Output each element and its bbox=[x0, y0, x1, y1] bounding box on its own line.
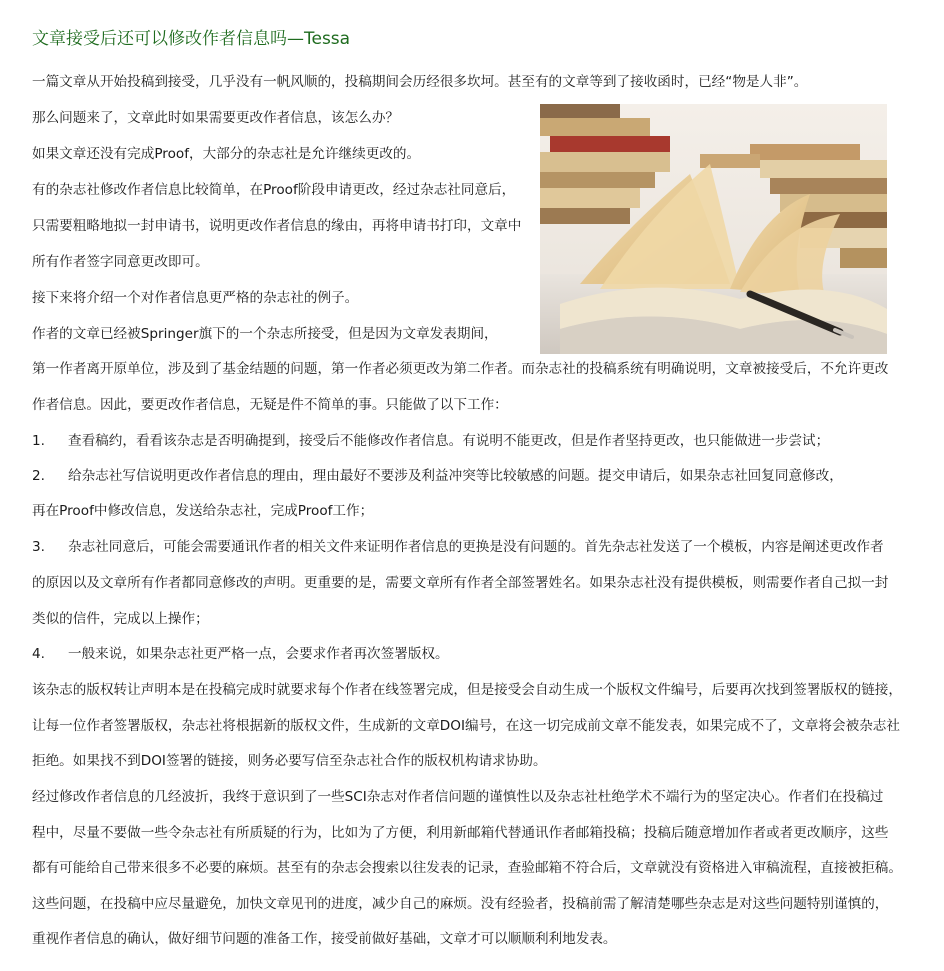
paragraph-line: 这些问题，在投稿中应尽量避免，加快文章见刊的进度，减少自己的麻烦。没有经验者，投稿前需了解清楚哪些杂志是对这些问题特别谨慎的， bbox=[32, 896, 889, 912]
list-item bbox=[32, 431, 829, 451]
list-item bbox=[32, 644, 449, 664]
list-item-continuation: 类似的信件，完成以上操作； bbox=[32, 611, 209, 627]
list-item-continuation: 再在Proof中修改信息，发送给杂志社，完成Proof工作； bbox=[32, 503, 374, 519]
paragraph-line: 所有作者签字同意更改即可。 bbox=[32, 254, 209, 270]
list-text: 给杂志社写信说明更改作者信息的理由，理由最好不要涉及利益冲突等比较敏感的问题。提交申请后，如果杂志社回复同意修改， bbox=[68, 468, 843, 484]
paragraph-line: 都有可能给自己带来很多不必要的麻烦。甚至有的杂志会搜索以往发表的记录，查验邮箱不符合后，文章就没有资格进入审稿流程，直接被拒稿。 bbox=[32, 860, 902, 876]
list-item bbox=[32, 466, 843, 486]
paragraph-line: 作者的文章已经被Springer旗下的一个杂志所接受，但是因为文章发表期间， bbox=[32, 326, 498, 342]
list-number: 1. bbox=[32, 433, 45, 449]
list-number: 3. bbox=[32, 539, 45, 555]
list-item bbox=[32, 537, 884, 557]
paragraph-line: 程中，尽量不要做一些令杂志社有所质疑的行为，比如为了方便，利用新邮箱代替通讯作者邮箱投稿；投稿后随意增加作者或者更改顺序，这些 bbox=[32, 825, 889, 841]
list-text: 查看稿约，看看该杂志是否明确提到，接受后不能修改作者信息。有说明不能更改，但是作者坚持更改，也只能做进一步尝试； bbox=[68, 433, 830, 449]
paragraph-line: 有的杂志社修改作者信息比较简单，在Proof阶段申请更改，经过杂志社同意后， bbox=[32, 182, 516, 198]
paragraph-line: 该杂志的版权转让声明本是在投稿完成时就要求每个作者在线签署完成，但是接受会自动生成一个版权文件编号，后要再次找到签署版权的链接， bbox=[32, 682, 902, 698]
paragraph-line: 让每一位作者签署版权，杂志社将根据新的版权文件，生成新的文章DOI编号，在这一切完成前文章不能发表，如果完成不了，文章将会被杂志社 bbox=[32, 718, 900, 734]
paragraph-line: 作者信息。因此，要更改作者信息，无疑是件不简单的事。只能做了以下工作： bbox=[32, 397, 508, 413]
paragraph-line: 接下来将介绍一个对作者信息更严格的杂志社的例子。 bbox=[32, 290, 359, 306]
article-title: 文章接受后还可以修改作者信息吗—Tessa bbox=[32, 29, 351, 49]
paragraph-line: 只需要粗略地拟一封申请书，说明更改作者信息的缘由，再将申请书打印，文章中 bbox=[32, 218, 522, 234]
list-number: 2. bbox=[32, 468, 45, 484]
paragraph-line: 一篇文章从开始投稿到接受，几乎没有一帆风顺的，投稿期间会历经很多坎坷。甚至有的文章等到了接收函时，已经“物是人非”。 bbox=[32, 74, 808, 90]
list-text: 一般来说，如果杂志社更严格一点，会要求作者再次签署版权。 bbox=[68, 646, 449, 662]
paragraph-line: 第一作者离开原单位，涉及到了基金结题的问题，第一作者必须更改为第二作者。而杂志社的投稿系统有明确说明，文章被接受后，不允许更改 bbox=[32, 361, 889, 377]
list-text: 杂志社同意后，可能会需要通讯作者的相关文件来证明作者信息的更换是没有问题的。首先杂志社发送了一个模板，内容是阐述更改作者 bbox=[68, 539, 884, 555]
paragraph-line: 经过修改作者信息的几经波折，我终于意识到了一些SCI杂志对作者信问题的谨慎性以及杂志社杜绝学术不端行为的坚定决心。作者们在投稿过 bbox=[32, 789, 884, 805]
open-book-icon bbox=[540, 104, 887, 354]
paragraph-line: 如果文章还没有完成Proof，大部分的杂志社是允许继续更改的。 bbox=[32, 146, 421, 162]
list-item-continuation: 的原因以及文章所有作者都同意修改的声明。更重要的是，需要文章所有作者全部签署姓名。如果杂志社没有提供模板，则需要作者自己拟一封 bbox=[32, 575, 889, 591]
list-number: 4. bbox=[32, 646, 45, 662]
open-book-photo bbox=[540, 104, 887, 354]
paragraph-line: 那么问题来了，文章此时如果需要更改作者信息，该怎么办？ bbox=[32, 110, 400, 126]
paragraph-line: 重视作者信息的确认，做好细节问题的准备工作，接受前做好基础，文章才可以顺顺利利地发表。 bbox=[32, 931, 617, 947]
paragraph-line: 拒绝。如果找不到DOI签署的链接，则务必要写信至杂志社合作的版权机构请求协助。 bbox=[32, 753, 547, 769]
